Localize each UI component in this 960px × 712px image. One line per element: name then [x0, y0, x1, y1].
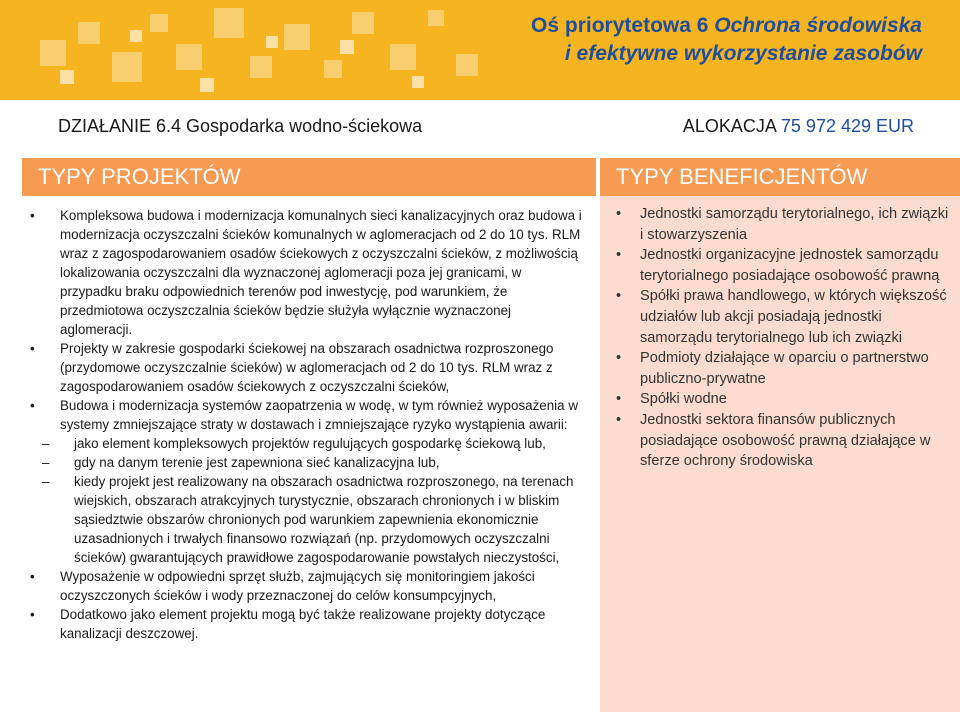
project-item: • Projekty w zakresie gospodarki ściekowej na obszarach osadnictwa rozproszonego (przydomowe oczyszczalnie ścieków) w aglomeracjach od 2 do 10 tys. RLM wraz z zagospodarowaniem osadów ściekowych z oczyszczalni ścieków, — [22, 339, 596, 396]
beneficiary-item: • Spółki wodne — [600, 389, 960, 410]
projects-heading: TYPY PROJEKTÓW — [22, 158, 596, 196]
project-item: • Wyposażenie w odpowiedni sprzęt służb, zajmujących się monitoringiem jakości oczyszczonych ścieków i wody przeznaczonej do celów konsumpcyjnych, — [22, 567, 596, 605]
allocation-amount: 75 972 429 EUR — [780, 116, 914, 136]
beneficiaries-panel — [600, 158, 960, 712]
project-item: • Budowa i modernizacja systemów zaopatrzenia w wodę, w tym również wyposażenia w systemy zmniejszające straty w dostawach i zmniejszające ryzyko wystąpienia awarii: — [22, 396, 596, 434]
action-row — [58, 116, 918, 140]
project-item: – jako element kompleksowych projektów regulujących gospodarkę ściekową lub, — [22, 434, 596, 453]
projects-list — [22, 196, 596, 643]
beneficiary-item: • Jednostki sektora finansów publicznych posiadające osobowość prawną działające w sferze ochrony środowiska — [600, 410, 960, 472]
action-title: DZIAŁANIE 6.4 Gospodarka wodno-ściekowa — [58, 116, 423, 136]
beneficiaries-list — [600, 196, 960, 472]
beneficiary-item: • Podmioty działające w oparciu o partnerstwo publiczno-prywatne — [600, 348, 960, 389]
beneficiaries-heading: TYPY BENEFICJENTÓW — [600, 158, 960, 196]
beneficiary-item: • Jednostki samorządu terytorialnego, ich związki i stowarzyszenia — [600, 204, 960, 245]
allocation-label: ALOKACJA — [682, 116, 776, 136]
beneficiary-item: • Jednostki organizacyjne jednostek samorządu terytorialnego posiadające osobowość prawną — [600, 245, 960, 286]
project-item: • Dodatkowo jako element projektu mogą być także realizowane projekty dotyczące kanalizacji deszczowej. — [22, 605, 596, 643]
project-item: – gdy na danym terenie jest zapewniona sieć kanalizacyjna lub, — [22, 453, 596, 472]
project-item: – kiedy projekt jest realizowany na obszarach osadnictwa rozproszonego, na terenach wiejskich, obszarach atrakcyjnych turystycznie, obszarach chronionych i w bliskim sąsiedztwie obszarów chronionych pod warunkiem zapewnienia ekonomicznie uzasadnionych i trwałych finansowo rozwiązań (np. przydomowych oczyszczalni ścieków) gwarantujących prawidłowe zagospodarowanie powstałych nieczystości, — [22, 472, 596, 567]
allocation — [683, 116, 914, 137]
projects-panel — [22, 158, 596, 712]
banner-title: Oś priorytetowa 6 Ochrona środowiska i efektywne wykorzystanie zasobów — [531, 14, 922, 65]
beneficiary-item: • Spółki prawa handlowego, w których większość udziałów lub akcji posiadają jednostki samorządu terytorialnego lub ich związki — [600, 286, 960, 348]
project-item: • Kompleksowa budowa i modernizacja komunalnych sieci kanalizacyjnych oraz budowa i modernizacja oczyszczalni ścieków komunalnych w aglomeracjach od 2 do 10 tys. RLM wraz z zagospodarowaniem osadów ściekowych z oczyszczalni ścieków, z możliwością lokalizowania oczyszczalni dla wyznaczonej aglomeracji poza jej granicami, w przypadku braku odpowiednich terenów pod inwestycję, pod warunkiem, że przedmiotowa oczyszczalnia ścieków będzie służyła wyłącznie wyznaczonej aglomeracji. — [22, 206, 596, 339]
top-banner — [0, 0, 960, 100]
